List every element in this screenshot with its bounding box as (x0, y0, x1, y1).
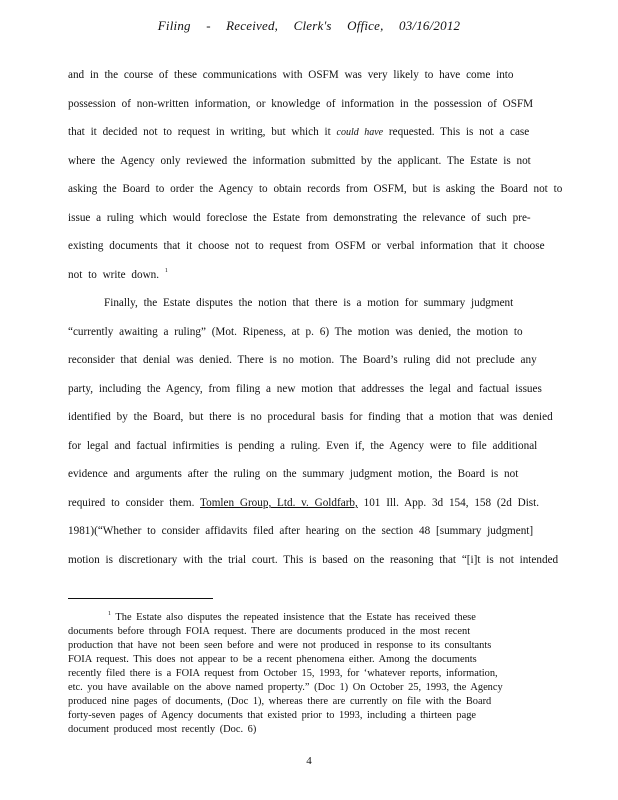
body-line: asking the Board to order the Agency to obtain records from OSFM, but is asking the Board not to (68, 183, 563, 195)
footnote-line: forty-seven pages of Agency documents that existed prior to 1993, including a thirteen page (68, 710, 477, 721)
footnote-line: production that have not been seen before and were not produced in response to its consultants (68, 640, 492, 651)
body-line: motion is discretionary with the trial court. This is based on the reasoning that “[i]t is not intended (68, 554, 559, 566)
body-text: that it decided not to request in writing, but which it (68, 126, 331, 138)
footnote-line: documents before through FOIA request. There are documents produced in the most recent (68, 626, 471, 637)
body-text: requested. This is not a case (388, 126, 530, 138)
case-citation: Tomlen Group, Ltd. v. Goldfarb, (200, 497, 358, 509)
footnote-line: document produced most recently (Doc. 6) (68, 724, 257, 735)
footnote-line (108, 612, 588, 623)
footnote-text: The Estate also disputes the repeated insistence that the Estate has received these (115, 612, 476, 623)
italic-emphasis: could have (336, 127, 384, 138)
body-line (68, 269, 548, 281)
body-line: evidence and arguments after the ruling on the summary judgment motion, the Board is not (68, 468, 519, 480)
body-line: Finally, the Estate disputes the notion that there is a motion for summary judgment (104, 297, 514, 309)
footnote-reference: 1 (164, 268, 168, 274)
footnote-divider (68, 598, 213, 599)
footnote-line: recently filed there is a FOIA request from October 15, 1993, for ‘whatever reports, information, (68, 668, 498, 679)
body-line: reconsider that denial was denied. There is no motion. The Board’s ruling did not preclude any (68, 354, 537, 366)
body-line: and in the course of these communications with OSFM was very likely to have come into (68, 69, 514, 81)
body-line: possession of non-written information, or knowledge of information in the possession of OSFM (68, 98, 534, 110)
footnote-line: produced nine pages of documents, (Doc 1), whereas there are currently on file with the Board (68, 696, 492, 707)
body-line: issue a ruling which would foreclose the Estate from demonstrating the relevance of such pre- (68, 212, 531, 224)
body-line: for legal and factual infirmities is pending a ruling. Even if, the Agency were to file additional (68, 440, 538, 452)
body-line: “currently awaiting a ruling” (Mot. Ripeness, at p. 6) The motion was denied, the motion to (68, 326, 523, 338)
filing-header: Filing - Received, Clerk's Office, 03/16/2012 (157, 18, 461, 33)
body-text: 101 Ill. App. 3d 154, 158 (2d Dist. (363, 497, 540, 509)
body-text: not to write down. (68, 269, 160, 281)
body-line: identified by the Board, but there is no procedural basis for finding that a motion that was denied (68, 411, 553, 423)
body-line: existing documents that it choose not to request from OSFM or verbal information that it choose (68, 240, 545, 252)
body-line: party, including the Agency, from filing a new motion that addresses the legal and factual issues (68, 383, 542, 395)
body-line (68, 126, 548, 138)
body-line: 1981)(“Whether to consider affidavits filed after hearing on the section 48 [summary judgment] (68, 525, 534, 537)
footnote-line: etc. you have available on the above named property.” (Doc 1) On October 25, 1993, the Agency (68, 682, 503, 693)
body-line: where the Agency only reviewed the information submitted by the applicant. The Estate is not (68, 155, 531, 167)
body-line (68, 497, 548, 509)
footnote-line: FOIA request. This does not appear to be a recent phenomena either. Among the documents (68, 654, 477, 665)
body-text: required to consider them. (68, 497, 195, 509)
page-number: 4 (306, 755, 312, 767)
footnote-marker: 1 (108, 611, 111, 617)
